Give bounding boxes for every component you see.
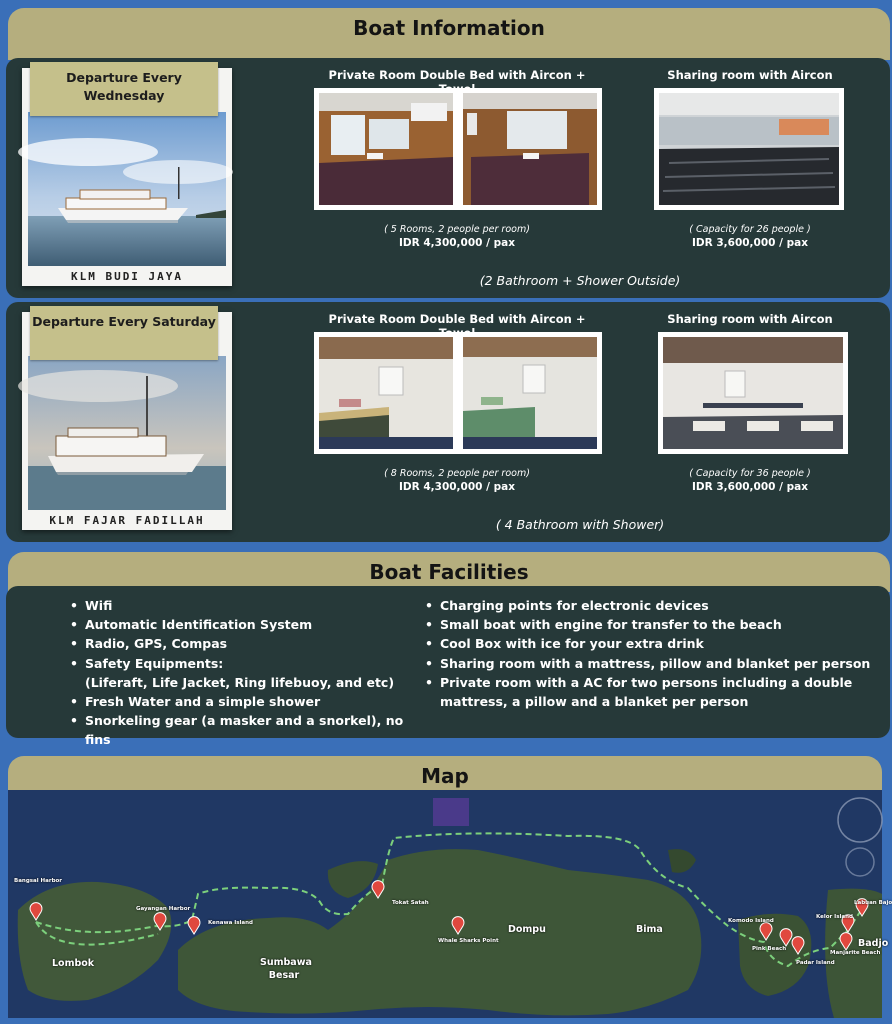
map-label-badjo: Badjo — [858, 938, 889, 949]
sharing-room-price: IDR 3,600,000 / pax — [691, 237, 808, 249]
facility-item: • Safety Equipments: — [70, 654, 420, 673]
private-room-photo-2 — [463, 337, 597, 449]
map-label-labuan: Labuan Bajo — [854, 900, 892, 906]
map-label-sumbawa: Sumbawa Besar — [260, 957, 312, 981]
private-room-photos — [314, 88, 602, 210]
map-title: Map — [421, 764, 469, 788]
map-label-satonda: Tokat Satah — [392, 900, 429, 906]
sharing-room-photo — [654, 88, 844, 210]
sharing-room-title: Sharing room with Aircon — [667, 68, 833, 82]
facility-item: • Sharing room with a mattress, pillow and blanket per person — [425, 654, 875, 673]
boat-name-caption: KLM FAJAR FADILLAH — [49, 514, 205, 527]
facility-item: • Cool Box with ice for your extra drink — [425, 634, 875, 653]
map-label-dompu: Dompu — [508, 924, 546, 935]
sharing-room-note: ( Capacity for 36 people ) — [689, 468, 811, 479]
private-room-photos — [314, 332, 602, 454]
departure-label: Departure Every Wednesday — [66, 70, 182, 103]
private-room-price: IDR 4,300,000 / pax — [398, 237, 515, 249]
private-room-photo-2 — [463, 93, 597, 205]
departure-tape-wednesday — [30, 62, 218, 116]
facility-item: • Automatic Identification System — [70, 615, 420, 634]
facilities-title: Boat Facilities — [369, 560, 529, 584]
route-map[interactable] — [8, 790, 892, 1018]
private-room-photo-1 — [319, 337, 453, 449]
map-label-gayangan: Gayangan Harbor — [136, 906, 191, 912]
map-label-komodo: Komodo Island — [728, 918, 774, 924]
facility-item: • Wifi — [70, 596, 420, 615]
map-label-manjarite: Manjarite Beach — [830, 950, 881, 956]
sharing-room-note: ( Capacity for 26 people ) — [689, 224, 811, 235]
private-room-note: ( 5 Rooms, 2 people per room) — [384, 224, 530, 235]
map-label-bima: Bima — [636, 924, 663, 935]
map-label-kelor: Kelor Island — [816, 914, 853, 920]
facility-item: • Private room with a AC for two persons including a double — [425, 673, 875, 692]
facility-item: • Snorkeling gear (a masker and a snorkel), no fins — [70, 711, 420, 749]
boat-image — [28, 112, 226, 266]
boat-name-caption: KLM BUDI JAYA — [70, 270, 184, 283]
facilities-list-left — [70, 596, 420, 750]
map-label-pink: Pink Beach — [752, 946, 787, 952]
private-room-price: IDR 4,300,000 / pax — [398, 481, 515, 493]
private-room-photo-1 — [319, 93, 453, 205]
facility-item: • Radio, GPS, Compas — [70, 634, 420, 653]
map-label-padar: Padar Island — [796, 960, 835, 966]
map-label-kenawa: Kenawa Island — [208, 920, 253, 926]
private-room-note: ( 8 Rooms, 2 people per room) — [384, 468, 530, 479]
private-room-title: Private Room Double Bed with Aircon + — [328, 68, 586, 82]
departure-tape-saturday — [30, 306, 218, 360]
facility-item: mattress, a pillow and a blanket per person — [440, 694, 749, 710]
sharing-room-price: IDR 3,600,000 / pax — [691, 481, 808, 493]
boat-info-banner — [8, 8, 890, 60]
boat-info-title: Boat Information — [353, 16, 545, 40]
facility-item: (Liferaft, Life Jacket, Ring lifebuoy, and etc) — [85, 674, 395, 690]
private-room-title: Private Room Double Bed with Aircon + — [328, 312, 586, 326]
sharing-room-photo — [658, 332, 848, 454]
departure-label: Departure Every Saturday — [32, 314, 216, 329]
map-label-lombok: Lombok — [52, 958, 95, 969]
facility-item: • Small boat with engine for transfer to the beach — [425, 615, 875, 634]
map-label-bangsal: Bangsal Harbor — [14, 878, 62, 884]
facility-item: • Fresh Water and a simple shower — [70, 692, 420, 711]
boat-image — [28, 356, 226, 510]
facilities-list-right — [425, 596, 875, 711]
bathroom-note: ( 4 Bathroom with Shower) — [495, 517, 665, 532]
map-graphic — [8, 790, 882, 1018]
sharing-room-photo-1 — [663, 337, 843, 449]
sharing-room-title: Sharing room with Aircon — [667, 312, 833, 326]
facility-item: • Charging points for electronic devices — [425, 596, 875, 615]
bathroom-note: (2 Bathroom + Shower Outside) — [479, 273, 681, 288]
map-label-whale: Whale Sharks Point — [438, 938, 499, 944]
sharing-room-photo-1 — [659, 93, 839, 205]
